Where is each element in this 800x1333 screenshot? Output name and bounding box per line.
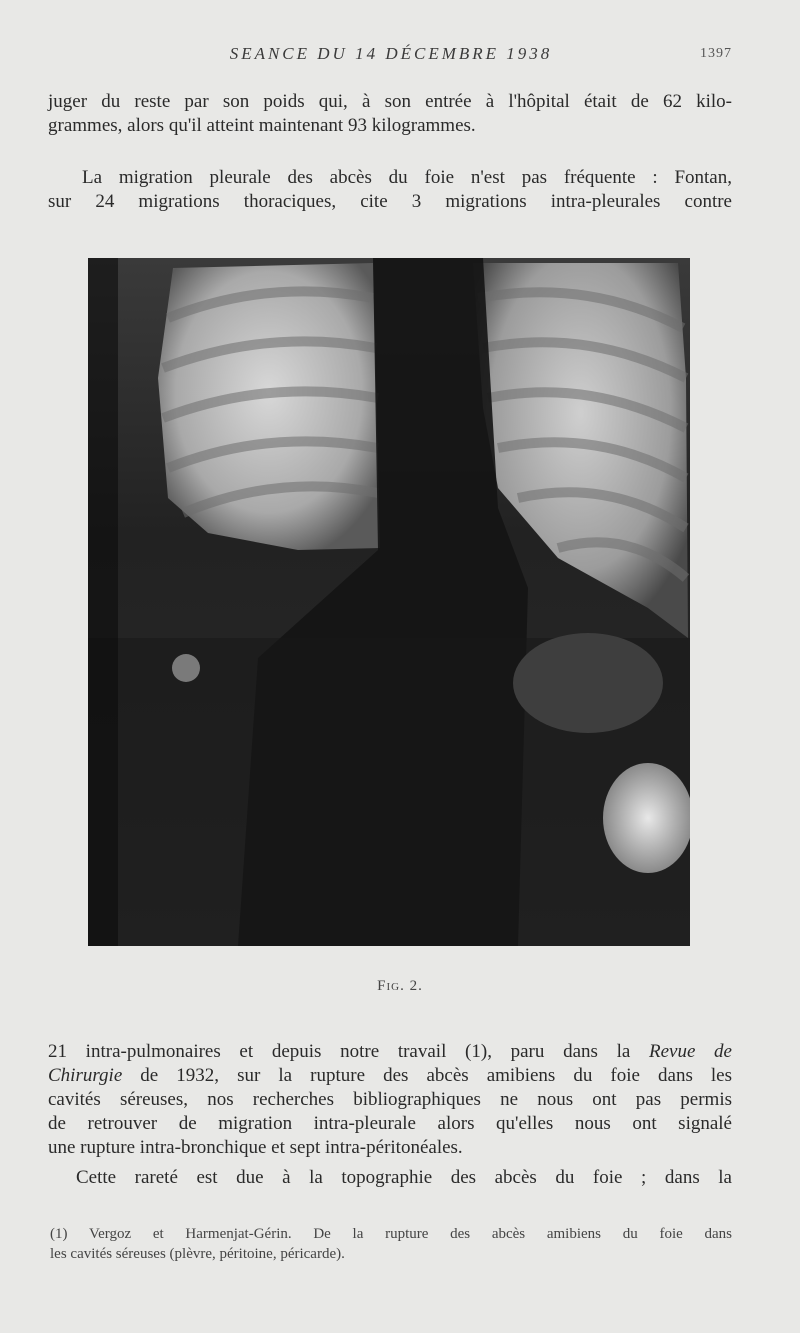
- footnote-line: (1) Vergoz et Harmenjat-Gérin. De la rupture des abcès amibiens du foie dans: [50, 1226, 732, 1242]
- paragraph-line: de retrouver de migration intra-pleurale alors qu'elles nous ont signalé: [48, 1113, 732, 1134]
- paragraph-line: [48, 1064, 732, 1088]
- paragraph-4: [48, 1166, 732, 1190]
- paragraph-line: Cette rareté est due à la topographie des abcès du foie ; dans la: [76, 1167, 732, 1188]
- chest-xray-image: [88, 258, 690, 946]
- xray-figure: [88, 258, 690, 946]
- figure-caption: Fig. 2.: [377, 978, 423, 994]
- paragraph-line: juger du reste par son poids qui, à son entrée à l'hôpital était de 62 kilo-: [48, 91, 732, 112]
- journal-title: Revue de: [648, 1041, 732, 1062]
- paragraph-3: [48, 1040, 732, 1160]
- paragraph-line: grammes, alors qu'il atteint maintenant 93 kilogrammes.: [48, 115, 476, 136]
- paragraph-line: cavités séreuses, nos recherches bibliographiques ne nous ont pas permis: [48, 1089, 732, 1110]
- running-head: SEANCE DU 14 DÉCEMBRE 1938: [229, 44, 553, 63]
- paragraph-1: [48, 90, 732, 138]
- paragraph-text: de 1932, sur la rupture des abcès amibiens du foie dans les: [122, 1065, 732, 1086]
- footnote-line: les cavités séreuses (plèvre, péritoine, péricarde).: [50, 1246, 345, 1262]
- page-header: [50, 44, 732, 68]
- paragraph-2: [48, 166, 732, 214]
- journal-title: Chirurgie: [48, 1065, 123, 1086]
- paragraph-line: La migration pleurale des abcès du foie n'est pas fréquente : Fontan,: [82, 167, 732, 188]
- paragraph-line: une rupture intra-bronchique et sept intra-péritonéales.: [48, 1137, 463, 1158]
- paragraph-line: sur 24 migrations thoraciques, cite 3 migrations intra-pleurales contre: [48, 191, 732, 212]
- page-number: 1397: [700, 46, 732, 61]
- paragraph-line: [48, 1040, 732, 1064]
- paragraph-text: 21 intra-pulmonaires et depuis notre travail (1), paru dans la: [48, 1041, 649, 1062]
- footnote: [50, 1224, 732, 1264]
